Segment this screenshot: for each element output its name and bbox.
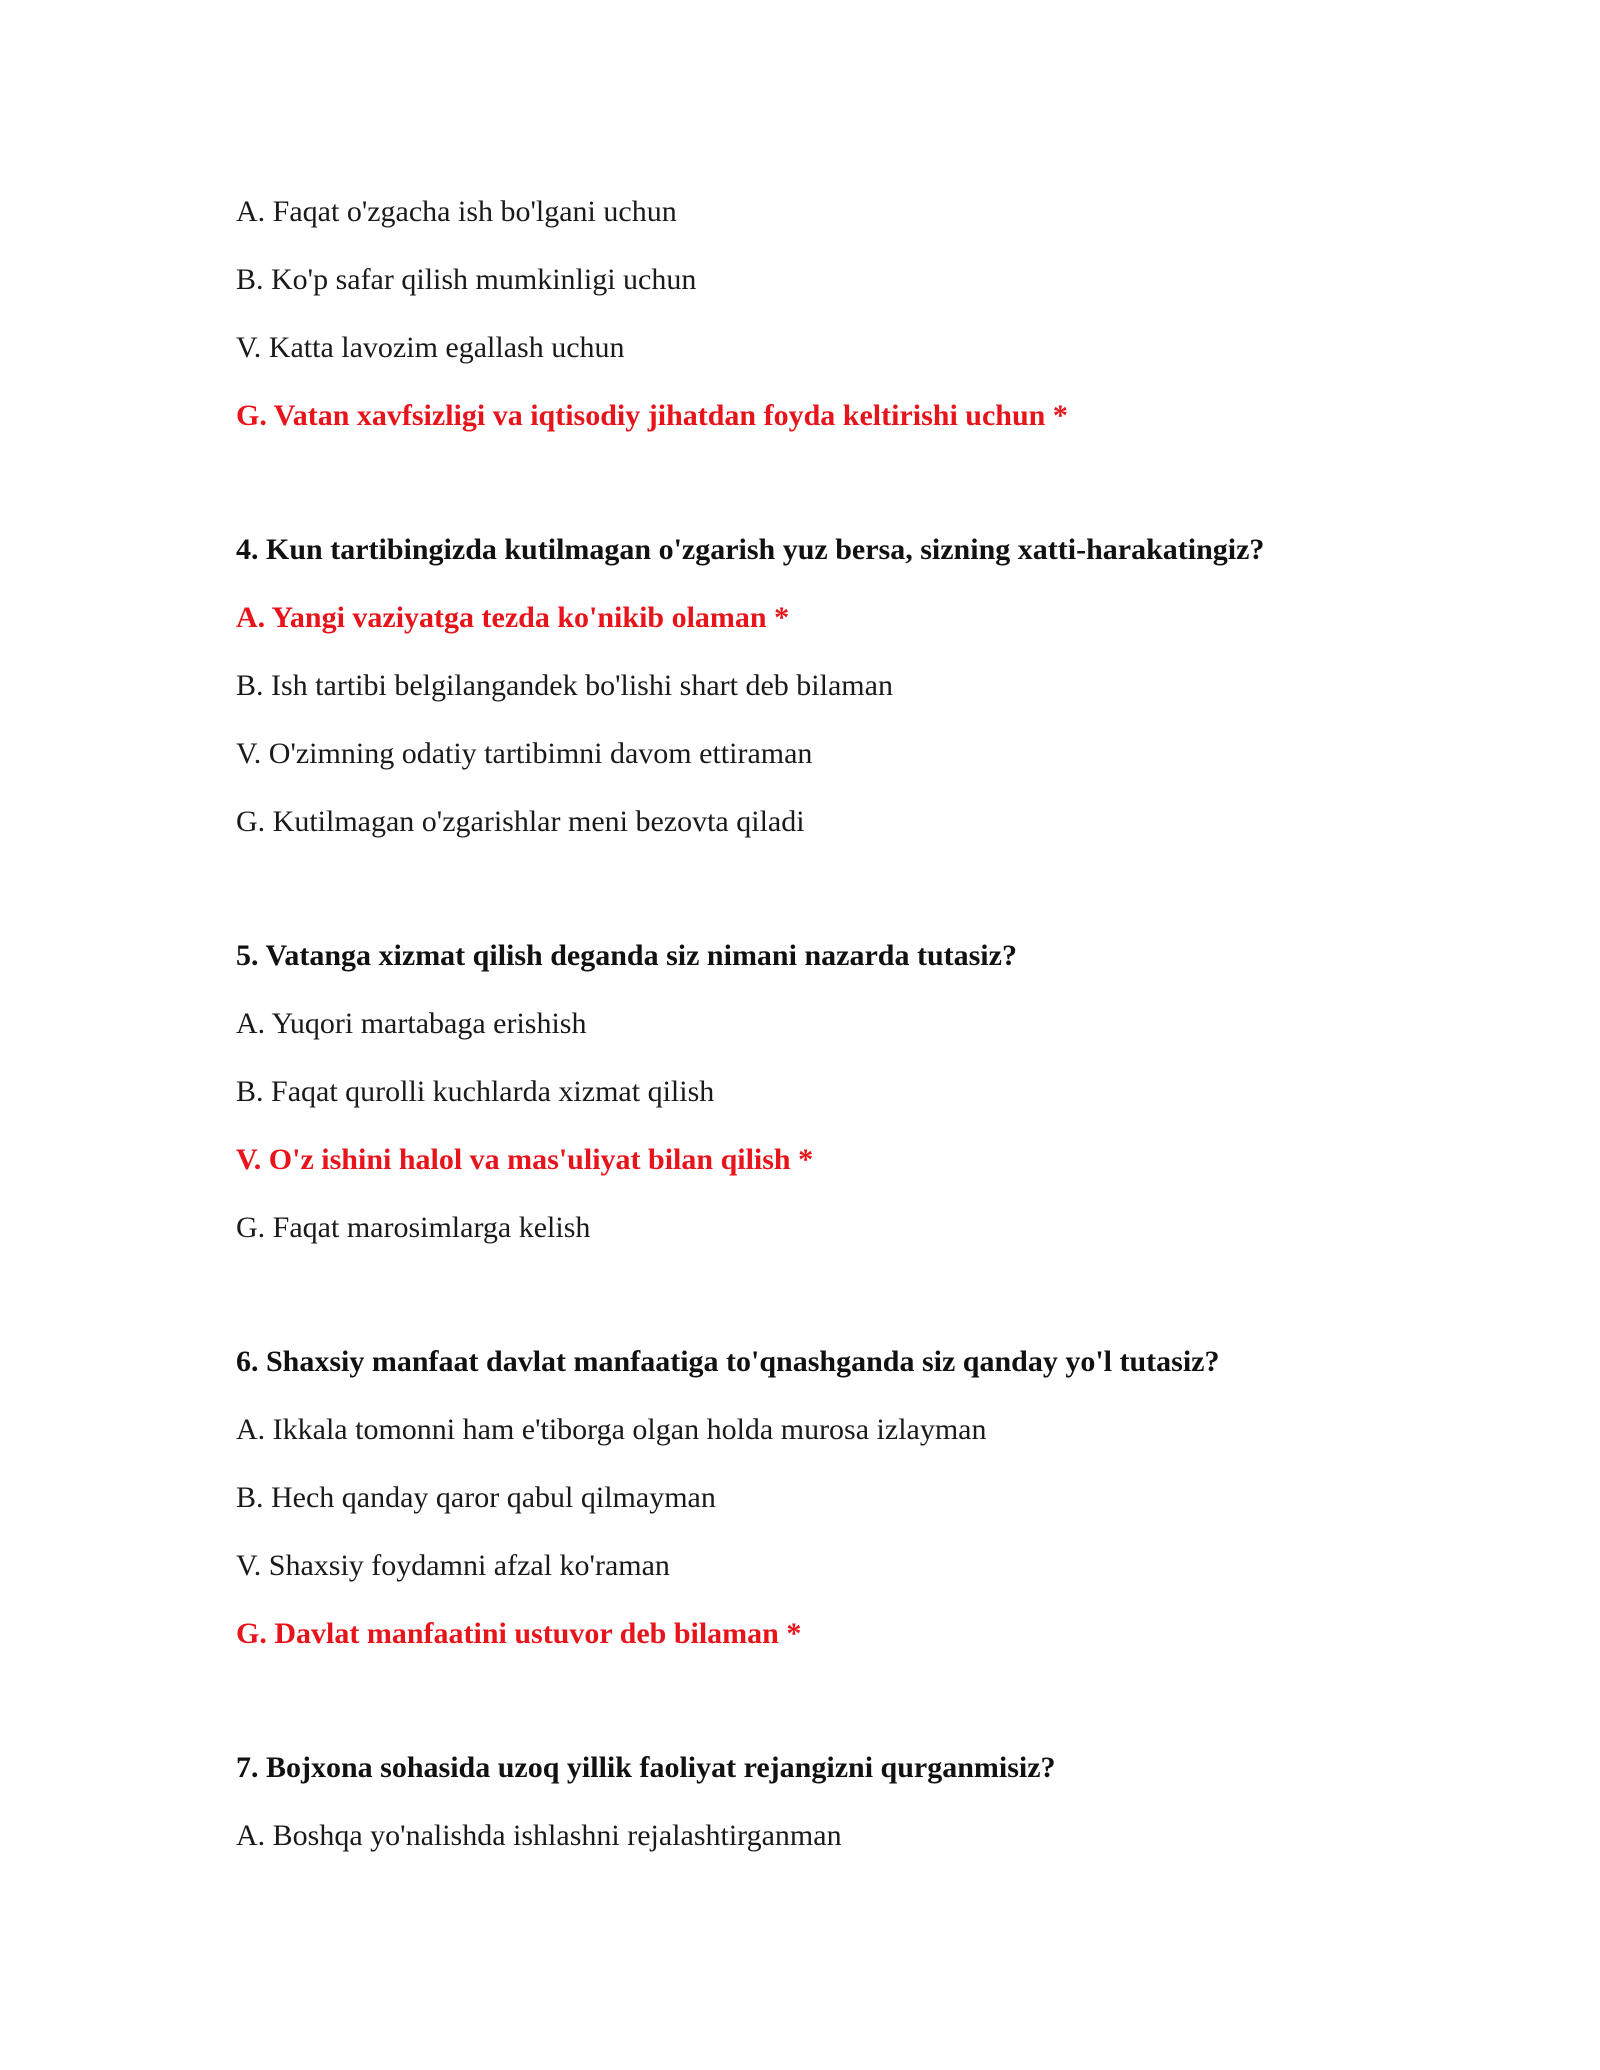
option-v: V. Katta lavozim egallash uchun bbox=[236, 331, 625, 364]
section-gap bbox=[236, 450, 1436, 516]
question-4: 4. Kun tartibingizda kutilmagan o'zgarish yuz bersa, sizning xatti-harakatingiz? bbox=[236, 533, 1265, 566]
section-gap bbox=[236, 1262, 1436, 1328]
option-a: A. Faqat o'zgacha ish bo'lgani uchun bbox=[236, 195, 677, 228]
option-a: A. Boshqa yo'nalishda ishlashni rejalashtirganman bbox=[236, 1819, 842, 1852]
option-a: A. Ikkala tomonni ham e'tiborga olgan holda murosa izlayman bbox=[236, 1413, 987, 1446]
question-5: 5. Vatanga xizmat qilish deganda siz nimani nazarda tutasiz? bbox=[236, 939, 1017, 972]
option-g-correct: G. Vatan xavfsizligi va iqtisodiy jihatdan foyda keltirishi uchun * bbox=[236, 399, 1068, 432]
option-b: B. Hech qanday qaror qabul qilmayman bbox=[236, 1481, 716, 1514]
option-g-correct: G. Davlat manfaatini ustuvor deb bilaman * bbox=[236, 1617, 802, 1650]
question-6: 6. Shaxsiy manfaat davlat manfaatiga to'qnashganda siz qanday yo'l tutasiz? bbox=[236, 1345, 1220, 1378]
option-a: A. Yuqori martabaga erishish bbox=[236, 1007, 587, 1040]
section-gap bbox=[236, 856, 1436, 922]
question-7: 7. Bojxona sohasida uzoq yillik faoliyat rejangizni qurganmisiz? bbox=[236, 1751, 1056, 1784]
option-b: B. Ko'p safar qilish mumkinligi uchun bbox=[236, 263, 697, 296]
option-g: G. Faqat marosimlarga kelish bbox=[236, 1211, 591, 1244]
section-gap bbox=[236, 1668, 1436, 1734]
option-a-correct: A. Yangi vaziyatga tezda ko'nikib olaman * bbox=[236, 601, 790, 634]
option-g: G. Kutilmagan o'zgarishlar meni bezovta qiladi bbox=[236, 805, 805, 838]
option-v: V. O'zimning odatiy tartibimni davom ettiraman bbox=[236, 737, 813, 770]
option-v-correct: V. O'z ishini halol va mas'uliyat bilan qilish * bbox=[236, 1143, 814, 1176]
option-b: B. Ish tartibi belgilangandek bo'lishi shart deb bilaman bbox=[236, 669, 893, 702]
question-list bbox=[236, 178, 1436, 1870]
option-b: B. Faqat qurolli kuchlarda xizmat qilish bbox=[236, 1075, 715, 1108]
option-v: V. Shaxsiy foydamni afzal ko'raman bbox=[236, 1549, 670, 1582]
